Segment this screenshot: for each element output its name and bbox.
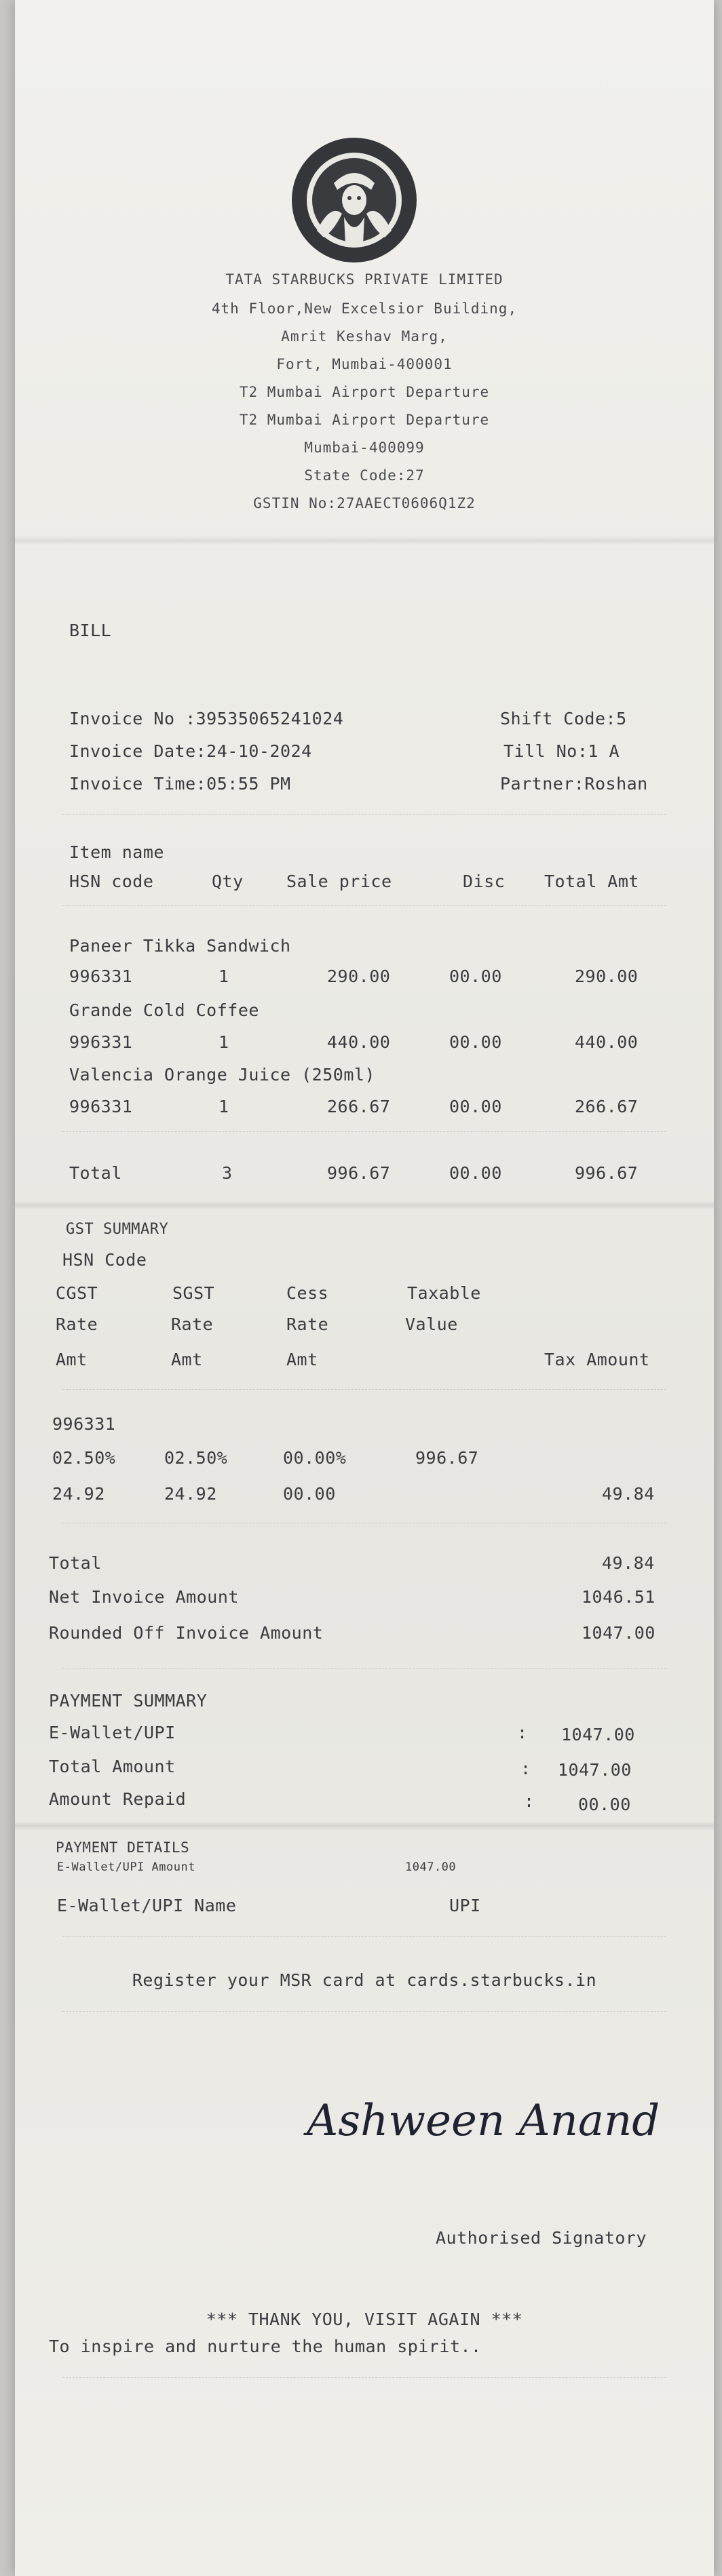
address-line: T2 Mumbai Airport Departure [239,384,490,400]
item-total: 440.00 [575,1032,639,1052]
divider [62,1131,666,1132]
gst-col-cgst: CGST [56,1283,98,1303]
payment-details-name-label: E-Wallet/UPI Name [57,1896,237,1915]
gst-tax-amount-label: Tax Amount [544,1350,650,1369]
total-amount: 996.67 [575,1163,639,1183]
item-name: Grande Cold Coffee [69,1000,259,1020]
item-disc: 00.00 [449,1032,502,1052]
col-hsn: HSN code [69,872,154,891]
colon: : [524,1791,535,1811]
gst-rate-label: Rate [56,1314,98,1334]
item-disc: 00.00 [449,1097,502,1116]
gst-cess-rate: 00.00% [283,1448,347,1468]
item-name: Paneer Tikka Sandwich [69,936,291,956]
colon: : [520,1759,531,1778]
gst-hsn-value: 996331 [52,1414,116,1434]
gst-cgst-rate: 02.50% [52,1448,116,1468]
handwritten-signature: Ashween Anand [307,2096,660,2146]
net-invoice-label: Net Invoice Amount [49,1587,239,1607]
gst-rate-label: Rate [286,1314,329,1334]
gst-sgst-amt: 24.92 [164,1484,217,1504]
payment-summary-title: PAYMENT SUMMARY [49,1691,208,1711]
payment-details-amount-label: E-Wallet/UPI Amount [57,1860,195,1874]
gstin: GSTIN No:27AAECT0606Q1Z2 [253,495,476,511]
total-amount-label: Total Amount [49,1757,176,1776]
paper-fold [15,1201,714,1210]
rounded-off-label: Rounded Off Invoice Amount [49,1623,324,1643]
total-label: Total [69,1163,122,1183]
receipt-paper [15,0,714,2576]
gst-sgst-rate: 02.50% [164,1448,228,1468]
item-hsn: 996331 [69,1032,133,1052]
shift-code: Shift Code:5 [500,709,627,728]
gst-rate-label: Rate [171,1314,214,1334]
total-price: 996.67 [327,1163,391,1183]
payment-details-title: PAYMENT DETAILS [56,1839,190,1856]
summary-total-label: Total [49,1553,102,1573]
starbucks-siren-logo-icon [276,136,432,265]
col-sale-price: Sale price [286,872,392,891]
register-msr-text: Register your MSR card at cards.starbucks.in [132,1970,597,1990]
thank-you-message: *** THANK YOU, VISIT AGAIN *** [206,2309,523,2329]
item-hsn: 996331 [69,967,133,986]
col-qty: Qty [212,872,244,891]
address-line: 4th Floor,New Excelsior Building, [211,300,518,317]
col-item-name: Item name [69,842,164,862]
mission-statement: To inspire and nurture the human spirit.. [49,2337,482,2356]
divider [62,1668,666,1669]
address-line: Fort, Mumbai-400001 [276,356,453,372]
item-price: 290.00 [327,967,391,986]
authorised-signatory: Authorised Signatory [436,2228,647,2248]
gst-amt-label: Amt [286,1350,318,1369]
item-hsn: 996331 [69,1097,133,1116]
gst-col-cess: Cess [286,1283,329,1303]
payment-details-amount: 1047.00 [405,1860,457,1874]
divider [62,1389,666,1390]
item-price: 266.67 [327,1097,391,1116]
till-number: Till No:1 A [504,741,620,761]
bill-label: BILL [69,621,112,640]
address-line: Mumbai-400099 [304,440,425,456]
item-total: 290.00 [575,967,639,986]
divider [62,2011,666,2012]
rounded-off-amount: 1047.00 [582,1623,656,1643]
amount-repaid-label: Amount Repaid [49,1789,187,1809]
gst-cgst-amt: 24.92 [52,1484,105,1504]
invoice-number: Invoice No :39535065241024 [69,709,344,728]
amount-repaid: 00.00 [578,1795,631,1814]
gst-col-taxable: Taxable [407,1283,481,1303]
divider [62,814,666,815]
paper-fold [15,1821,714,1831]
item-qty: 1 [218,967,229,986]
gst-amt-label: Amt [56,1350,88,1369]
state-code: State Code:27 [304,467,425,484]
total-disc: 00.00 [449,1163,502,1183]
ewallet-amount: 1047.00 [561,1725,635,1744]
gst-col-sgst: SGST [172,1283,215,1303]
divider [62,2377,666,2378]
gst-value-label: Value [405,1314,458,1334]
item-qty: 1 [218,1032,229,1052]
divider [62,1936,666,1937]
gst-tax-total: 49.84 [602,1484,655,1504]
gst-cess-amt: 00.00 [283,1484,336,1504]
payment-total-amount: 1047.00 [558,1760,632,1780]
partner-name: Partner:Roshan [500,774,648,794]
gst-taxable-value: 996.67 [415,1448,479,1468]
total-qty: 3 [222,1163,233,1183]
col-disc: Disc [463,872,506,891]
col-total-amt: Total Amt [544,872,639,891]
summary-total: 49.84 [602,1553,655,1573]
item-price: 440.00 [327,1032,391,1052]
invoice-date: Invoice Date:24-10-2024 [69,741,312,761]
net-invoice-amount: 1046.51 [582,1587,656,1607]
invoice-time: Invoice Time:05:55 PM [69,774,291,794]
company-name: TATA STARBUCKS PRIVATE LIMITED [225,271,504,288]
address-line: T2 Mumbai Airport Departure [239,412,490,428]
address-line: Amrit Keshav Marg, [281,328,448,345]
gst-hsn-label: HSN Code [62,1250,147,1270]
gst-summary-title: GST SUMMARY [66,1221,169,1238]
colon: : [517,1723,528,1742]
ewallet-label: E-Wallet/UPI [49,1723,176,1742]
item-name: Valencia Orange Juice (250ml) [69,1065,375,1085]
item-qty: 1 [218,1097,229,1116]
divider [62,905,666,906]
gst-amt-label: Amt [171,1350,203,1369]
item-disc: 00.00 [449,967,502,986]
payment-details-name: UPI [449,1896,481,1915]
item-total: 266.67 [575,1097,639,1116]
paper-fold [15,536,714,545]
